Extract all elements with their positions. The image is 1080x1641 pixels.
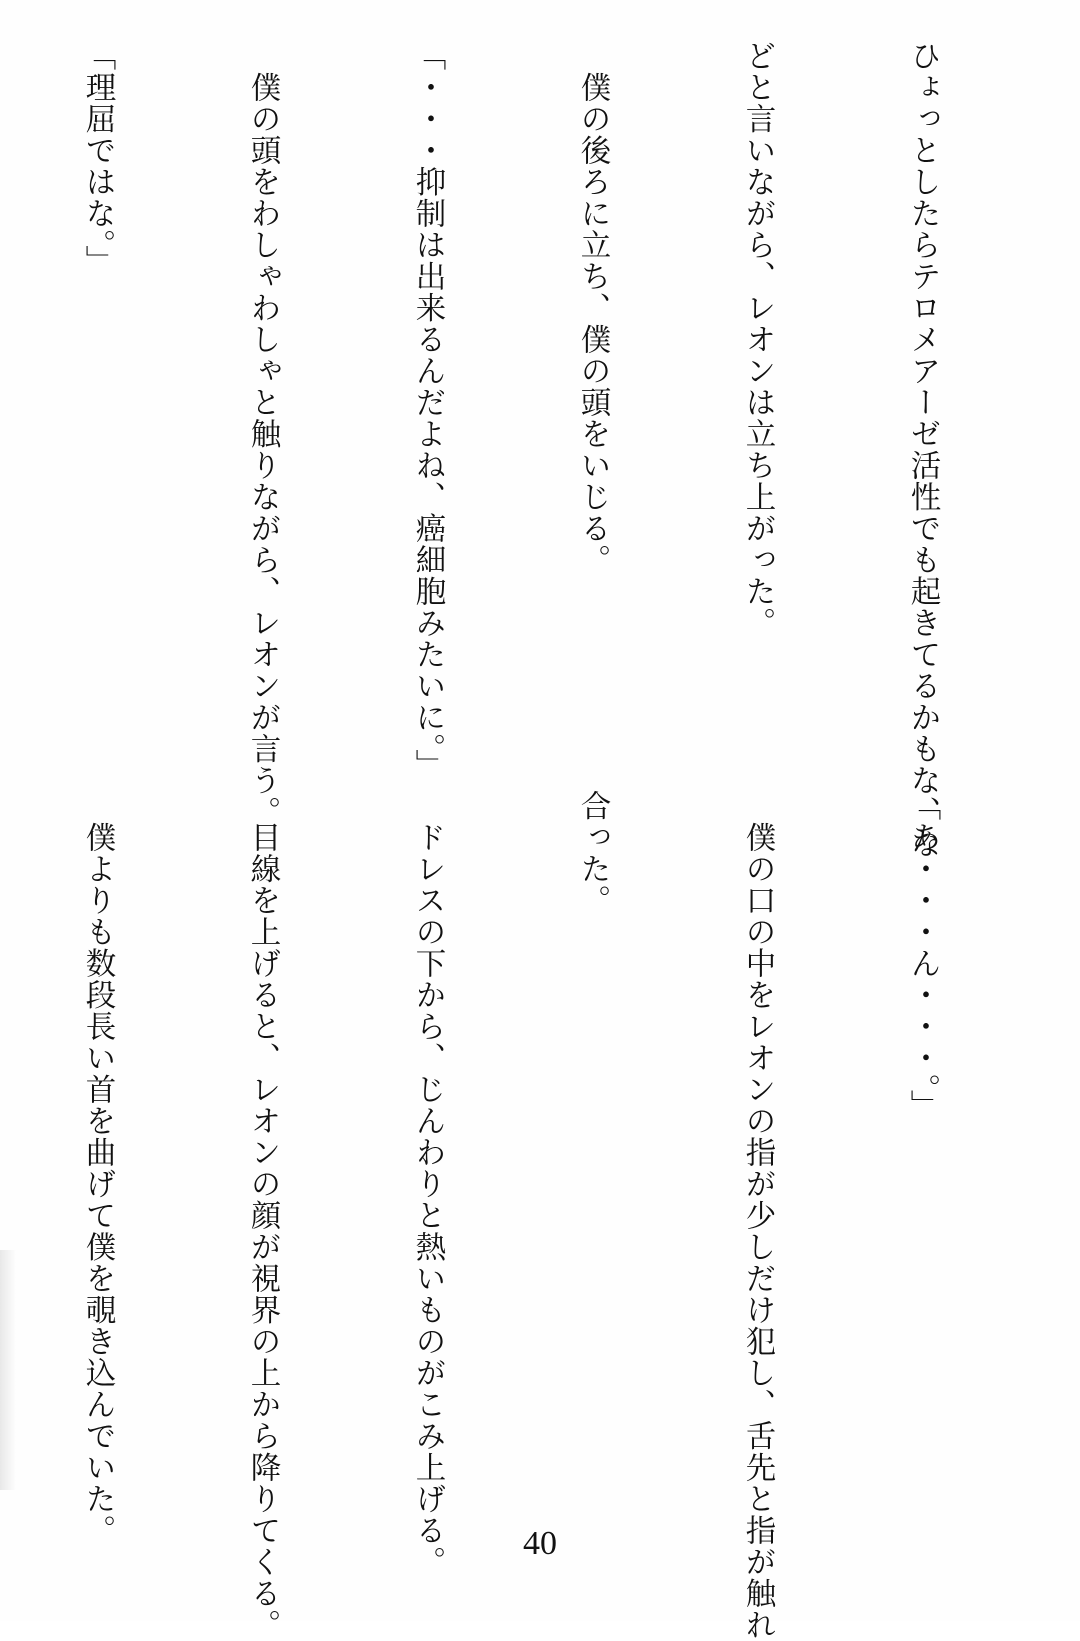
text-line: 僕の頭をわしゃわしゃと触りながら、レオンが言う。 xyxy=(245,40,280,828)
text-line: 目線を上げると、レオンの顔が視界の上から降りてくる。 xyxy=(245,790,280,1641)
text-line: 合った。 xyxy=(575,790,610,916)
text-line: 僕よりも数段長い首を曲げて僕を覗き込んでいた。 xyxy=(80,790,115,1546)
text-line: ひょっとしたらテロメアーゼ活性でも起きてるかもな、な xyxy=(905,40,940,859)
text-line: 僕の口の中をレオンの指が少しだけ犯し、舌先と指が触れ xyxy=(740,790,775,1641)
page-number: 40 xyxy=(523,1525,557,1562)
text-line: 「あ・・・ん・・・。」 xyxy=(905,790,940,1122)
text-line: どと言いながら、レオンは立ち上がった。 xyxy=(740,40,775,639)
text-line: 「理屈ではな。」 xyxy=(80,40,115,277)
text-line: 「・・・抑制は出来るんだよね、癌細胞みたいに。」 xyxy=(410,40,445,781)
text-line: ドレスの下から、じんわりと熱いものがこみ上げる。 xyxy=(410,790,445,1578)
text-line: 僕の後ろに立ち、僕の頭をいじる。 xyxy=(575,40,610,576)
